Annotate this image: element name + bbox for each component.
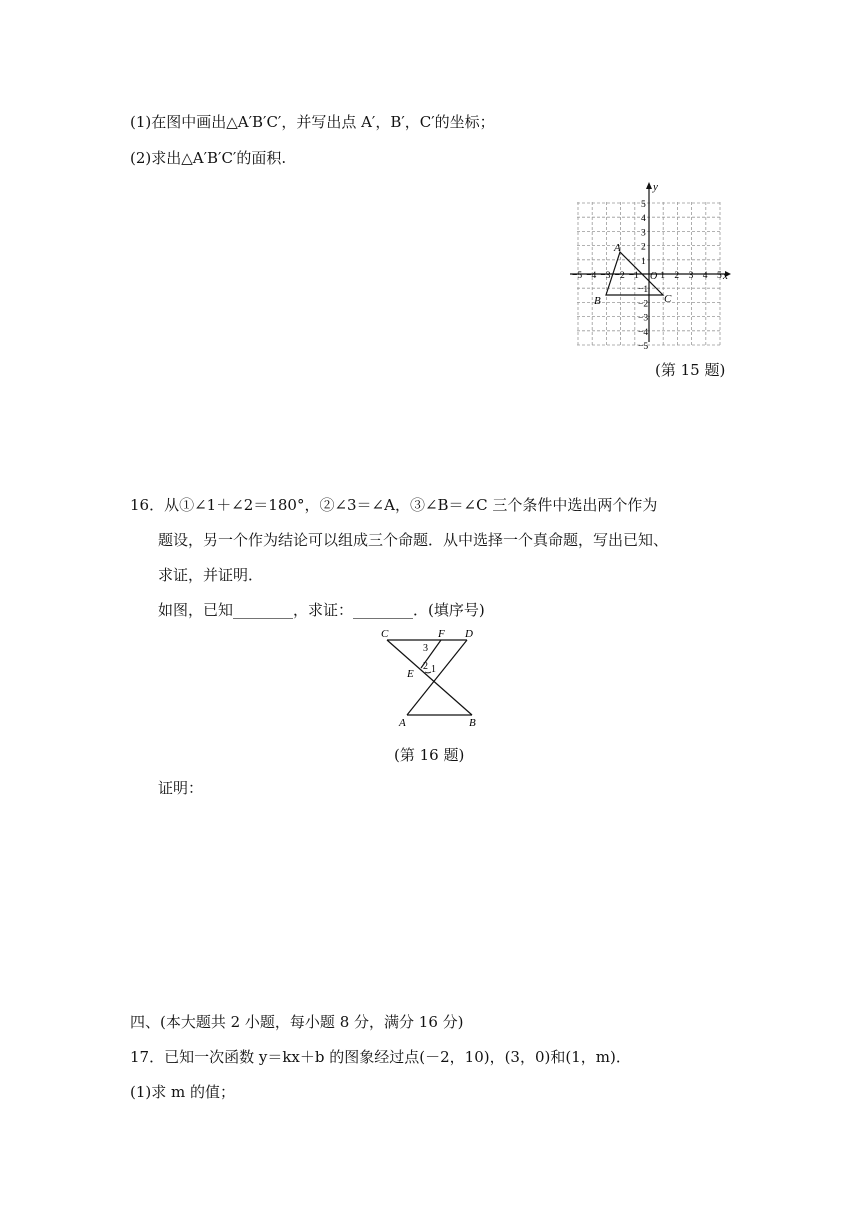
q15-axis-y-label: y [653, 181, 658, 193]
x-tick-label: 1 [660, 271, 665, 281]
y-tick-label: −4 [638, 327, 649, 338]
q16-label-d: D [465, 628, 473, 640]
q16-label-c: C [381, 628, 389, 640]
x-tick-label: −1 [628, 271, 639, 281]
y-tick-label: −1 [638, 285, 649, 296]
q15-origin-label: O [650, 271, 658, 282]
q16-label-2: 2 [423, 661, 428, 672]
q16-line1: 16．从①∠1＋∠2＝180°，②∠3＝∠A，③∠B＝∠C 三个条件中选出两个作为 [130, 496, 658, 514]
q16-caption: (第 16 题) [394, 746, 465, 764]
y-tick-label: 5 [641, 200, 646, 210]
y-tick-label: −5 [638, 342, 649, 352]
q16-label-a: A [399, 717, 406, 729]
q16-line4: 如图，已知________，求证：________．(填序号) [158, 601, 485, 619]
q15-point-a-label: A [614, 242, 621, 254]
x-tick-label: −3 [600, 271, 611, 281]
x-tick-label: 5 [717, 271, 722, 281]
q15-part1: (1)在图中画出△A′B′C′，并写出点 A′，B′，C′的坐标； [130, 113, 495, 131]
y-tick-label: −2 [638, 299, 649, 310]
x-tick-label: −4 [586, 271, 597, 281]
y-tick-label: −3 [638, 313, 649, 324]
section-4-heading: 四、(本大题共 2 小题，每小题 8 分，满分 16 分) [130, 1013, 464, 1031]
q15-point-c-label: C [664, 293, 672, 305]
y-tick-label: 1 [641, 256, 646, 267]
y-tick-label: 4 [641, 214, 646, 225]
q15-figure [565, 181, 735, 352]
y-tick-label: 3 [641, 228, 646, 239]
q15-axis-x-label: x [723, 270, 728, 282]
x-tick-label: −5 [572, 271, 583, 281]
q17-line1: 17．已知一次函数 y＝kx＋b 的图象经过点(－2，10)，(3，0)和(1，m)． [130, 1048, 631, 1066]
q16-proof-label: 证明： [158, 779, 204, 797]
x-tick-label: 2 [674, 271, 680, 281]
q16-line2: 题设，另一个作为结论可以组成三个命题．从中选择一个真命题，写出已知、 [158, 531, 669, 549]
q16-line-da [407, 640, 467, 715]
y-tick-label: 2 [641, 242, 646, 253]
x-tick-label: 4 [702, 271, 708, 281]
x-tick-label: −2 [614, 271, 625, 281]
q15-y-arrow [646, 182, 652, 189]
q16-label-3: 3 [423, 643, 428, 654]
q16-label-1: 1 [431, 664, 436, 675]
q15-part2: (2)求出△A′B′C′的面积. [130, 149, 287, 167]
q16-label-e: E [407, 668, 414, 680]
q15-caption: (第 15 题) [655, 361, 726, 379]
q15-point-b-label: B [594, 295, 601, 307]
q17-part1: (1)求 m 的值； [130, 1083, 236, 1101]
q16-line-cb [387, 640, 472, 715]
q16-line3: 求证，并证明． [158, 566, 264, 584]
q16-label-f: F [438, 628, 445, 640]
x-tick-label: 3 [688, 271, 694, 281]
q16-label-b: B [469, 717, 476, 729]
q16-figure [375, 625, 505, 730]
